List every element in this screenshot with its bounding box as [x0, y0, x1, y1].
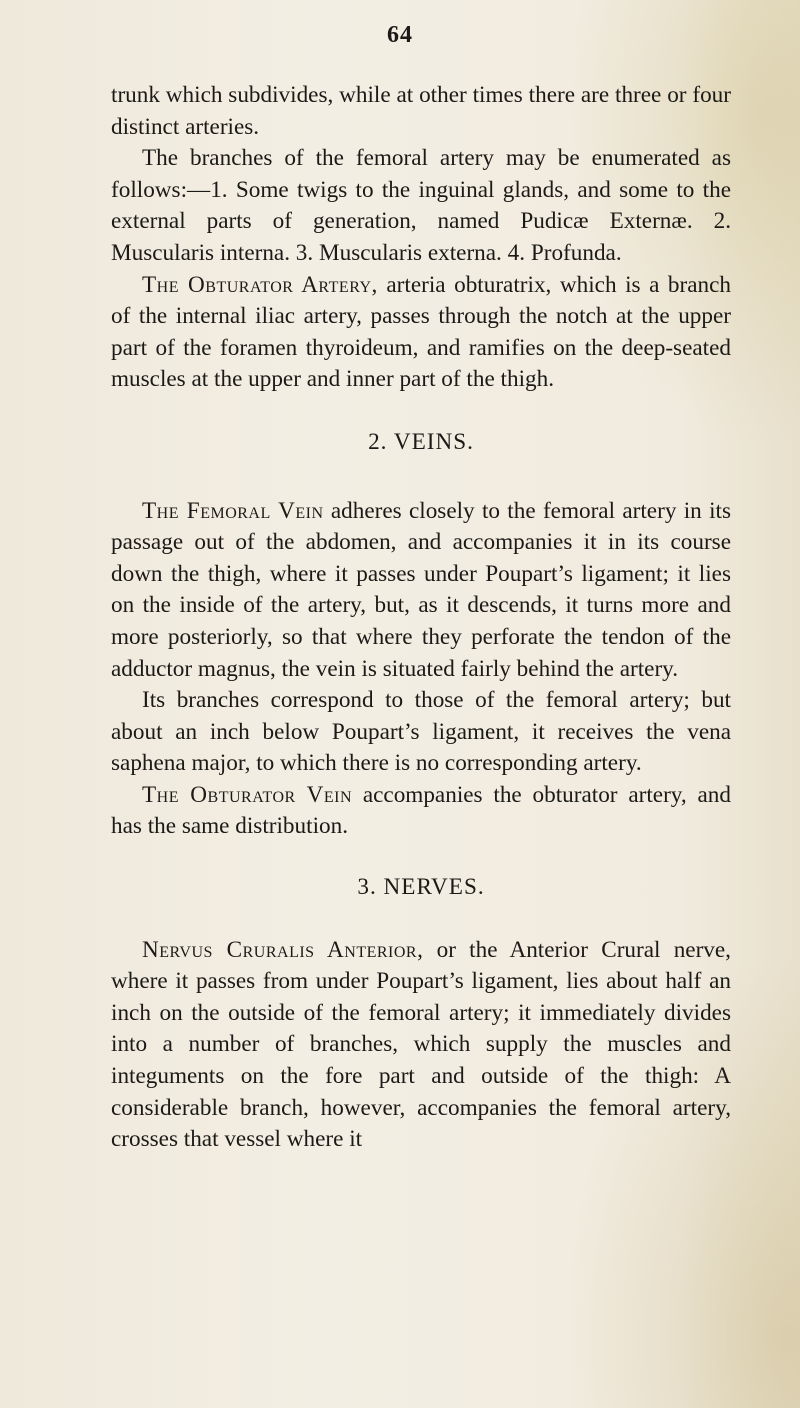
page-body	[111, 80, 731, 1156]
term-obturator-vein: The Obturator Vein	[142, 781, 353, 808]
paragraph-femoral-vein	[111, 496, 731, 686]
paragraph-obturator-artery	[111, 270, 731, 396]
paragraph-vein-branches: Its branches correspond to those of the femoral artery; but about an inch below Poupart’s ligament, it receives the vena saphena major, to which there is no corresponding artery.	[111, 687, 731, 777]
section-heading-nerves: 3. NERVES.	[357, 874, 485, 901]
term-nervus-cruralis: Nervus Cruralis Anterior,	[142, 936, 424, 963]
paragraph-femoral-branches: The branches of the femoral artery may be enumerated as follows:—1. Some twigs to the inguinal glands, and some to the external parts of generation, named Pudicæ Externæ. 2. Muscularis interna. 3. Muscularis externa. 4. Profunda.	[111, 145, 731, 266]
paragraph-crural-nerve	[111, 935, 731, 1156]
paragraph-crural-nerve-text: or the Anterior Crural nerve, where it passes from under Poupart’s ligament, lies about half an inch on the outside of the femoral artery; it immediately divides into a number of branches, which supply the muscles and integuments on the fore part and outside of the thigh: A considerable branch, however, accompanies the femoral artery, crosses that vessel where it	[111, 936, 731, 1153]
paragraph-continuation: trunk which subdivides, while at other times there are three or four distinct arteries.	[111, 82, 731, 140]
section-heading-veins: 2. VEINS.	[368, 428, 474, 455]
paragraph-obturator-artery-text: arteria obturatrix, which is a branch of the internal iliac artery, passes through the notch at the upper part of the foramen thyroideum, and ramifies on the deep-seated muscles at the upper and inner part of the thigh.	[111, 271, 732, 393]
page-number: 64	[387, 22, 413, 48]
term-obturator-artery: The Obturator Artery,	[142, 271, 378, 298]
paragraph-obturator-vein-text: accompanies the obturator artery, and has the same distribution.	[111, 781, 731, 840]
paragraph-femoral-vein-text: adheres closely to the femoral artery in its passage out of the abdomen, and accompanies it in its course down the thigh, where it passes under Poupart’s ligament; it lies on the inside of the artery, but, as it descends, it turns more and more posteriorly, so that where they perforate the tendon of the adductor magnus, the vein is situated fairly behind the artery.	[111, 497, 731, 682]
term-femoral-vein: The Femoral Vein	[142, 497, 324, 524]
paragraph-obturator-vein	[111, 780, 731, 843]
